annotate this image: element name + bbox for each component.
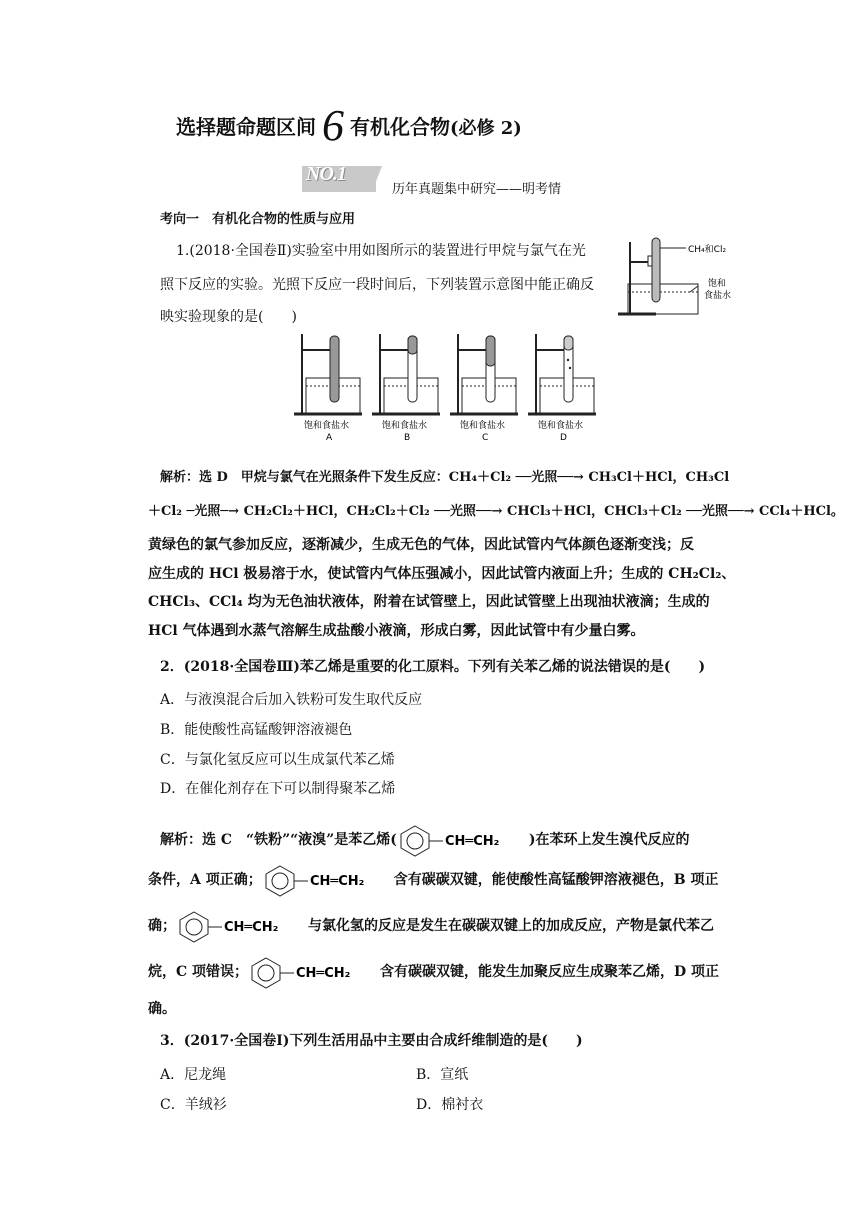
fig-gas-label: CH₄和Cl₂ (688, 245, 727, 255)
q2-analysis-1a: 解析：选 C “铁粉”“液溴”是苯乙烯( (160, 832, 397, 848)
styrene-group-1: CH═CH₂ (444, 834, 500, 849)
q1-option-figures (286, 330, 606, 442)
q2-analysis-4 (148, 954, 719, 990)
badge-tail (372, 166, 382, 192)
q2-analysis-3 (148, 908, 714, 944)
title-paren: (必修 2) (450, 118, 522, 139)
q1-analysis-line-5: CHCl₃、CCl₄ 均为无色油状液体，附着在试管壁上，因此试管壁上出现油状液滴；生成的 (148, 594, 710, 610)
q3-option-d: D．棉衬衣 (416, 1097, 484, 1113)
q2-option-c: C．与氯化氢反应可以生成氯代苯乙烯 (160, 752, 395, 768)
q2-option-a: A．与液溴混合后加入铁粉可发生取代反应 (160, 692, 423, 708)
title-prefix: 选择题命题区间 (176, 115, 316, 139)
q2-analysis-1b: )在苯环上发生溴代反应的 (528, 832, 690, 848)
q2-option-b: B．能使酸性高锰酸钾溶液褪色 (160, 722, 353, 738)
styrene-group-4: CH═CH₂ (296, 966, 351, 981)
q2-analysis-5: 确。 (148, 1001, 176, 1017)
q2-analysis-1 (160, 822, 689, 858)
title-main: 有机化合物 (350, 115, 450, 139)
option-b-figure (372, 334, 440, 442)
q2-option-d: D．在催化剂存在下可以制得聚苯乙烯 (160, 781, 396, 797)
q2-analysis-4a: 烷，C 项错误； (148, 964, 249, 980)
fig-liquid-label-1: 饱和 (708, 279, 727, 289)
q3-stem: 3．(2017·全国卷Ⅰ)下列生活用品中主要由合成纤维制造的是( ) (160, 1033, 583, 1049)
q3-option-c: C．羊绒衫 (160, 1097, 227, 1113)
q2-stem: 2．(2018·全国卷Ⅲ)苯乙烯是重要的化工原料。下列有关苯乙烯的说法错误的是( ) (160, 659, 706, 675)
q2-analysis-2 (148, 862, 718, 898)
option-d-caption: 饱和食盐水 (538, 421, 584, 431)
q1-analysis-line-2: ＋Cl₂ ─光照─→ CH₂Cl₂＋HCl，CH₂Cl₂＋Cl₂ ──光照──→ CHCl₃＋HCl，CHCl₃＋Cl₂ ──光照──→ CCl₄＋HCl。 (148, 504, 844, 519)
q1-line-1: 1.(2018·全国卷Ⅱ)实验室中用如图所示的装置进行甲烷与氯气在光 (176, 243, 586, 259)
option-c-caption: 饱和食盐水 (460, 421, 506, 431)
q2-analysis-3b: 与氯化氢的反应是发生在碳碳双键上的加成反应，产物是氯代苯乙 (308, 918, 714, 934)
option-b-caption: 饱和食盐水 (382, 421, 428, 431)
styrene-structure-1 (397, 822, 529, 858)
q2-analysis-2a: 条件，A 项正确； (148, 872, 262, 888)
q1-analysis-line-3: 黄绿色的氯气参加反应，逐渐减少，生成无色的气体，因此试管内气体颜色逐渐变浅；反 (148, 537, 694, 553)
section-badge (302, 163, 376, 192)
option-a-caption: 饱和食盐水 (304, 421, 350, 431)
q2-analysis-3a: 确； (148, 918, 176, 934)
styrene-structure-2 (262, 862, 394, 898)
styrene-group-3: CH═CH₂ (224, 920, 279, 935)
badge-text: 历年真题集中研究——明考情 (392, 182, 562, 197)
option-c-letter: C (482, 433, 489, 442)
option-d-figure (528, 334, 596, 442)
styrene-group-2: CH═CH₂ (309, 874, 365, 889)
page-title (176, 100, 522, 151)
option-b-letter: B (404, 433, 411, 442)
styrene-structure-3 (176, 908, 308, 944)
q2-analysis-4b: 含有碳碳双键，能发生加聚反应生成聚苯乙烯，D 项正 (380, 964, 720, 980)
badge-label: NO.1 (306, 163, 346, 185)
option-c-figure (450, 334, 518, 442)
q2-analysis-2b: 含有碳碳双键，能使酸性高锰酸钾溶液褪色，B 项正 (393, 872, 719, 888)
option-a-letter: A (326, 433, 333, 442)
q1-analysis-line-6: HCl 气体遇到水蒸气溶解生成盐酸小液滴，形成白雾，因此试管中有少量白雾。 (148, 623, 645, 639)
styrene-structure-4 (248, 954, 380, 990)
option-a-figure (294, 334, 362, 442)
section-heading: 考向一 有机化合物的性质与应用 (160, 212, 356, 227)
q3-option-b: B．宣纸 (416, 1067, 469, 1083)
title-number: 6 (322, 101, 344, 150)
q1-apparatus-figure (608, 232, 758, 324)
q1-analysis-line-4: 应生成的 HCl 极易溶于水，使试管内气体压强减小，因此试管内液面上升；生成的 CH₂Cl₂、 (148, 566, 736, 582)
q3-option-a: A．尼龙绳 (160, 1067, 227, 1083)
option-d-letter: D (560, 433, 567, 442)
fig-liquid-label-2: 食盐水 (704, 291, 732, 301)
q1-line-2: 照下反应的实验。光照下反应一段时间后，下列装置示意图中能正确反 (160, 277, 594, 293)
q1-line-3: 映实验现象的是( ) (160, 309, 297, 325)
q1-analysis-line-1: 解析：选 D 甲烷与氯气在光照条件下发生反应：CH₄＋Cl₂ ──光照──→ CH₃Cl＋HCl，CH₃Cl (160, 470, 730, 485)
